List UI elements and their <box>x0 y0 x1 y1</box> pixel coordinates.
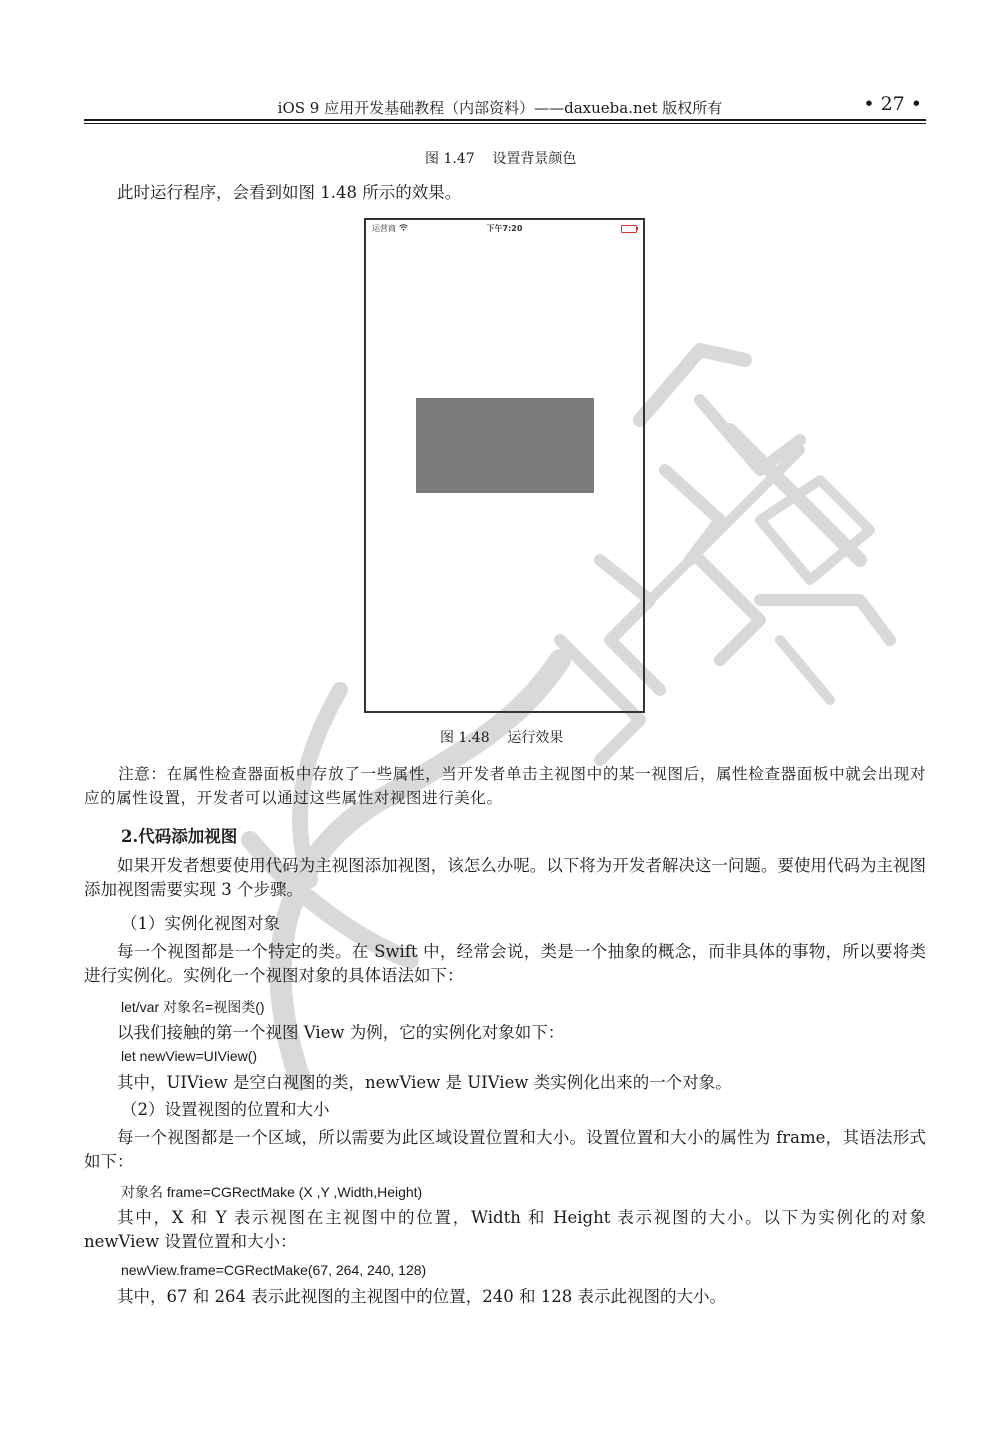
header-rule-thin <box>84 123 926 124</box>
paragraph-1: 如果开发者想要使用代码为主视图添加视图，该怎么办呢。以下将为开发者解决这一问题。要使用代码为主视图添加视图需要实现 3 个步骤。 <box>84 856 926 899</box>
code-line-3: 对象名 frame=CGRectMake (X ,Y ,Width,Height) <box>121 1184 423 1200</box>
intro-line: 此时运行程序，会看到如图 1.48 所示的效果。 <box>117 183 462 202</box>
gray-subview <box>416 398 594 493</box>
status-bar-time: 下午7:20 <box>486 224 523 233</box>
code-line-4: newView.frame=CGRectMake(67, 264, 240, 128) <box>121 1262 427 1278</box>
header-rule-thick <box>84 119 926 121</box>
running-header-title: iOS 9 应用开发基础教程（内部资料）——daxueba.net 版权所有 <box>277 99 723 117</box>
code-line-2: let newView=UIView() <box>121 1048 258 1064</box>
code-line-1: let/var 对象名=视图类() <box>121 999 265 1015</box>
note-paragraph: 注意：在属性检查器面板中存放了一些属性，当开发者单击主视图中的某一视图后，属性检查器面板中就会出现对应的属性设置，开发者可以通过这些属性对视图进行美化。 <box>84 765 926 807</box>
step-1-heading: （1）实例化视图对象 <box>121 914 280 933</box>
paragraph-5: 每一个视图都是一个区域，所以需要为此区域设置位置和大小。设置位置和大小的属性为 frame，其语法形式如下： <box>84 1128 926 1171</box>
section-heading: 2.代码添加视图 <box>121 827 238 846</box>
figure-1-48-caption: 图 1.48 运行效果 <box>440 730 564 746</box>
phone-screenshot <box>364 218 645 713</box>
figure-1-47-caption: 图 1.47 设置背景颜色 <box>425 151 577 167</box>
paragraph-6: 其中，X 和 Y 表示视图在主视图中的位置，Width 和 Height 表示视图的大小。以下为实例化的对象 newView 设置位置和大小： <box>84 1208 926 1251</box>
paragraph-3: 以我们接触的第一个视图 View 为例，它的实例化对象如下： <box>117 1023 565 1042</box>
paragraph-2: 每一个视图都是一个特定的类。在 Swift 中，经常会说，类是一个抽象的概念，而非具体的事物，所以要将类进行实例化。实例化一个视图对象的具体语法如下： <box>84 942 926 985</box>
status-bar-carrier: 运营商 <box>372 224 396 233</box>
page-number: • 27 • <box>863 93 922 115</box>
battery-cap <box>636 227 638 230</box>
step-2-heading: （2）设置视图的位置和大小 <box>121 1100 330 1119</box>
paragraph-4: 其中，UIView 是空白视图的类，newView 是 UIView 类实例化出来的一个对象。 <box>117 1073 732 1092</box>
battery-icon <box>621 225 637 233</box>
paragraph-7: 其中，67 和 264 表示此视图的主视图中的位置，240 和 128 表示此视图的大小。 <box>117 1287 726 1306</box>
